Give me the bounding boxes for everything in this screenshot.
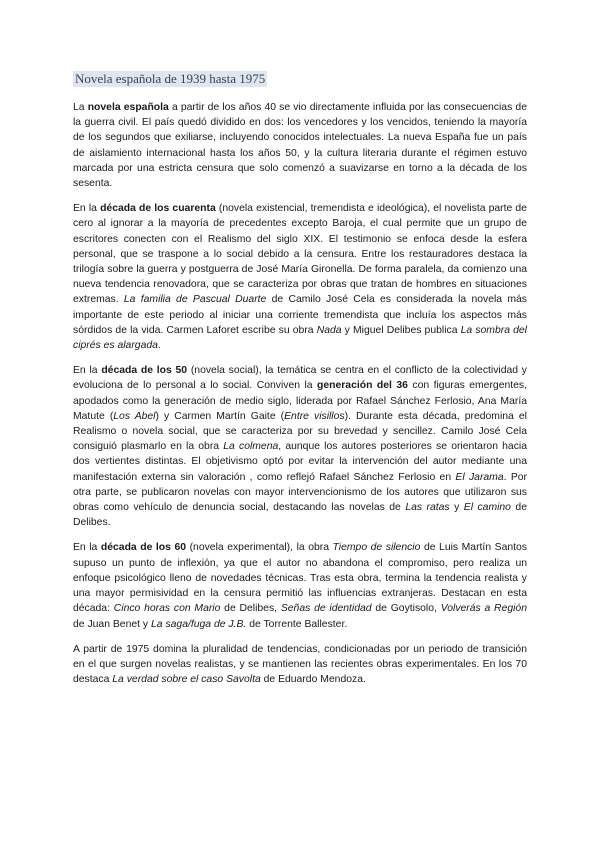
work-title: La familia de Pascual Duarte: [123, 294, 267, 306]
bold-term: novela española: [87, 102, 169, 113]
text-run: de Eduardo Mendoza.: [260, 674, 366, 686]
work-title: Volverás a Región: [440, 603, 527, 615]
work-title: La verdad sobre el caso Savolta: [112, 674, 261, 686]
text-run: En la: [73, 365, 102, 377]
work-title: La sombra del ciprés es alargada: [73, 324, 527, 352]
text-run: En la: [73, 203, 101, 215]
work-title: Nada: [316, 324, 342, 336]
bold-term: década de los 50: [101, 365, 188, 377]
paragraph-forties: [73, 201, 527, 353]
bold-term: generación del 36: [317, 380, 408, 392]
text-run: de Torrente Ballester.: [246, 618, 348, 630]
document-title: Novela española de 1939 hasta 1975: [75, 71, 266, 86]
bold-term: década de los 60: [100, 542, 187, 554]
paragraph-fifties: [73, 363, 527, 530]
text-run: ) y Carmen Martín Gaite (: [155, 410, 285, 422]
text-run: de Delibes,: [220, 603, 281, 615]
work-title: Los Abel: [113, 410, 156, 422]
work-title: Tiempo de silencio: [332, 542, 421, 554]
work-title: Señas de identidad: [280, 603, 372, 615]
text-run: (novela existencial, tremendista e ideológica), el novelista parte de cero al ignorar a la mayoría de precedentes excepto Baroja, el cual permite que un grupo de escritores conecten con el Realismo del siglo XIX. El testimonio se enfoca desde la esfera personal, que se traspone a lo social debido a la censura. Entre los restauradores destaca la trilogía sobre la guerra y postguerra de José María Gironella. De forma paralela, da comienzo una nueva tendencia renovadora, que se caracteriza por obras que tratan de hombres en situaciones extremas.: [73, 203, 527, 306]
text-run: y: [449, 502, 464, 514]
text-run: La: [73, 102, 88, 113]
work-title: Las ratas: [405, 502, 450, 514]
text-run: . Por otra parte, se publicaron novelas con mayor intervencionismo de los autores que utilizaron sus obras como vehículo de denuncia social, destacando las novelas de: [73, 471, 527, 514]
text-run: y Miguel Delibes publica: [341, 324, 461, 336]
work-title: El Jarama: [455, 471, 504, 483]
text-run: ). Durante esta década, predomina el Realismo o novela social, que se caracteriza por su brevedad y sencillez. Camilo José Cela consiguió plasmarlo en la obra: [73, 410, 527, 453]
text-run: En la: [73, 542, 101, 554]
text-run: de Juan Benet y: [73, 618, 151, 630]
bold-term: década de los cuarenta: [100, 203, 216, 215]
text-run: A partir de 1975 domina la pluralidad de tendencias, condicionadas por un periodo de transición en el que surgen novelas realistas, y se mantienen las recientes obras experimentales. En los 70 destaca: [73, 643, 527, 686]
work-title: Entre visillos: [284, 410, 345, 422]
text-run: .: [157, 340, 161, 352]
work-title: La saga/fuga de J.B.: [151, 618, 247, 630]
text-run: con figuras emergentes, apodados como la generación de medio siglo, liderada por Rafael Sánchez Ferlosio, Ana María Matute (: [73, 380, 528, 422]
text-run: de Camilo José Cela es considerada la novela más importante de este periodo al iniciar una corriente tremendista que incluía los aspectos más sórdidos de la vida. Carmen Laforet escribe su obra: [73, 294, 527, 336]
text-run: de Luis Martín Santos supuso un punto de inflexión, ya que el autor no abandona el compromiso, pero realiza un enfoque psicológico lleno de novedades técnicas. Tras esta obra, termina la tendencia realista y una mayor permisividad en la censura permitió las influencias extranjeras. Destacan en esta década:: [73, 542, 527, 615]
work-title: La colmena: [223, 441, 279, 453]
paragraph-intro: [73, 100, 527, 191]
text-run: (novela social), la temática se centra en el conflicto de la colectividad y evoluciona de lo personal a lo social. Conviven la: [73, 365, 528, 392]
paragraph-post-1975: [73, 642, 527, 688]
text-run: de Delibes.: [73, 502, 527, 529]
text-run: (novela experimental), la obra: [186, 542, 333, 554]
text-run: , aunque los autores posteriores se orientaron hacia dos vertientes distintas. El objetivismo optó por evitar la intervención del autor mediante una manifestación externa sin valoración , como reflejó Rafael Sánchez Ferlosio en: [73, 441, 527, 483]
text-run: de Goytisolo,: [371, 603, 441, 615]
text-run: a partir de los años 40 se vio directamente influida por las consecuencias de la guerra civil. El país quedó dividido en dos: los vencedores y los vencidos, teniendo la mayoría de los segundos que exiliarse, incluyendo conocidos intelectuales. La nueva España fue un país de aislamiento internacional hasta los años 50, y la cultura literaria durante el régimen estuvo marcada por una estricta censura que solo comenzó a suavizarse en torno a la década de los sesenta.: [73, 102, 527, 190]
work-title: El camino: [463, 502, 511, 514]
paragraph-sixties: [73, 540, 527, 631]
work-title: Cinco horas con Mario: [113, 603, 221, 615]
